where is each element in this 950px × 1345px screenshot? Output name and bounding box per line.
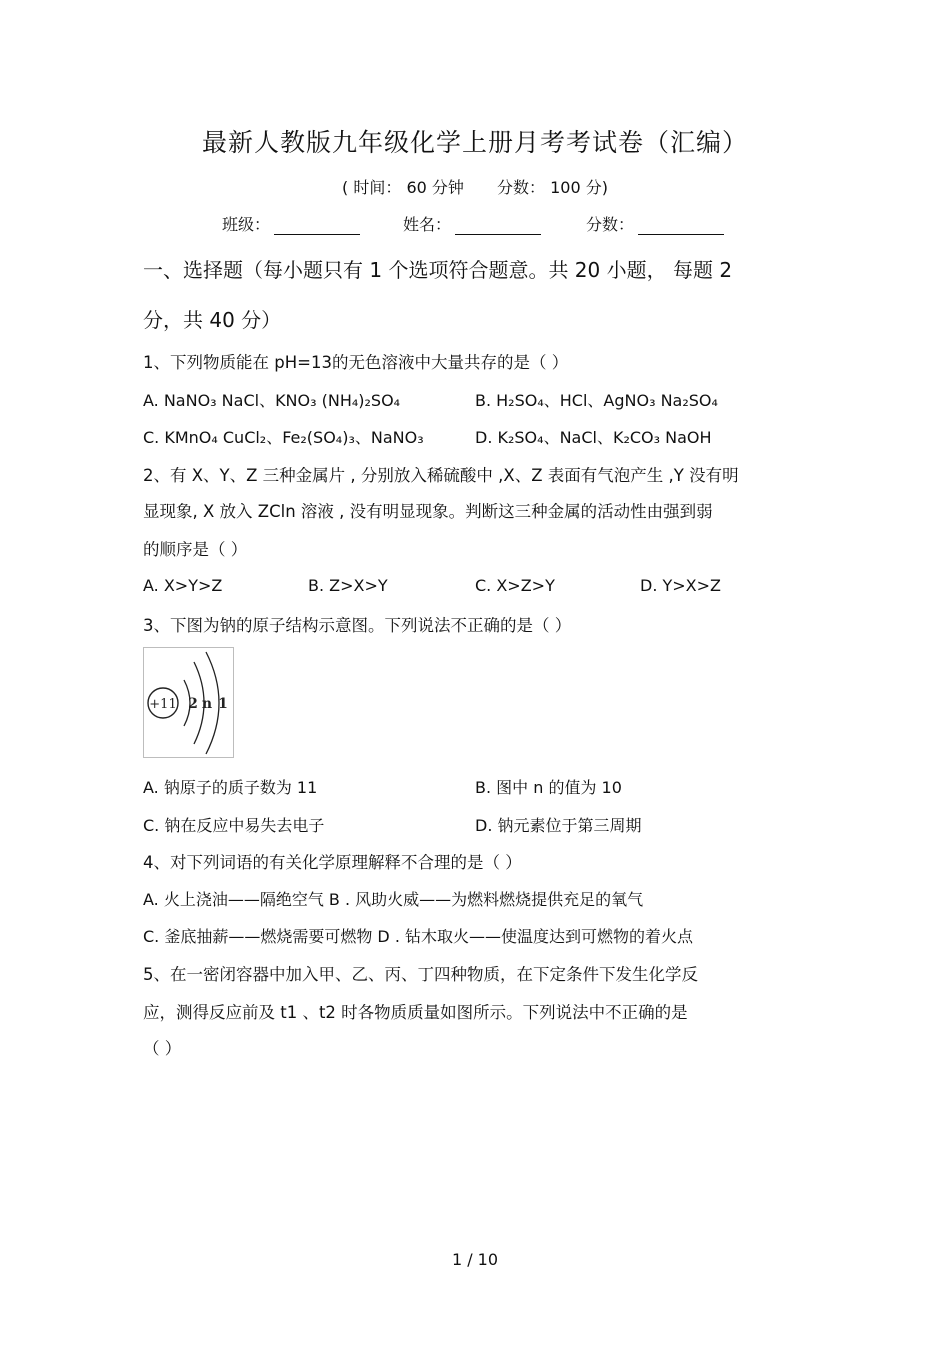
- exam-info: [0, 175, 950, 198]
- page-title: 最新人教版九年级化学上册月考考试卷（汇编）: [201, 128, 748, 157]
- score-label: 分数：: [586, 215, 635, 234]
- question-1-option-c: C. KMnO₄ CuCl₂、Fe₂(SO₄)₃、NaNO₃: [143, 428, 424, 447]
- question-2-option-b: B. Z>X>Y: [308, 576, 388, 595]
- question-3-option-b: B. 图中 n 的值为 10: [475, 778, 622, 797]
- shell-2-electrons: n: [201, 696, 213, 712]
- question-5-line1: 5、在一密闭容器中加入甲、乙、丙、丁四种物质，在下定条件下发生化学反: [143, 965, 698, 984]
- name-blank: [455, 218, 541, 235]
- question-1-option-d: D. K₂SO₄、NaCl、K₂CO₃ NaOH: [475, 428, 712, 447]
- name-label: 姓名：: [403, 215, 452, 234]
- shell-3-electrons: 1: [218, 696, 228, 712]
- question-4-options-ab: A. 火上浇油——隔绝空气 B . 风助火威——为燃料燃烧提供充足的氧气: [143, 890, 644, 909]
- sodium-atom-diagram: [143, 647, 234, 758]
- question-2-line1: 2、有 X、Y、Z 三种金属片 , 分别放入稀硫酸中 ,X、Z 表面有气泡产生 ,Y 没有明: [143, 466, 739, 485]
- class-field: [222, 212, 360, 235]
- question-2-line2: 显现象, X 放入 ZCln 溶液 , 没有明显现象。判断这三种金属的活动性由强到弱: [143, 502, 713, 521]
- name-field: [403, 212, 541, 235]
- shell-1-electrons: 2: [188, 696, 198, 712]
- question-2-option-c: C. X>Z>Y: [475, 576, 555, 595]
- question-3-option-c: C. 钠在反应中易失去电子: [143, 816, 325, 835]
- question-2-line3: 的顺序是（ ）: [143, 540, 248, 559]
- class-label: 班级：: [222, 215, 271, 234]
- exam-time: ( 时间： 60 分钟: [342, 178, 464, 197]
- section-heading-line2: 分，共 40 分）: [143, 308, 282, 332]
- question-2-option-a: A. X>Y>Z: [143, 576, 223, 595]
- page-number: 1 / 10: [451, 1250, 499, 1269]
- nucleus-charge: +11: [149, 697, 177, 712]
- question-1-option-b: B. H₂SO₄、HCl、AgNO₃ Na₂SO₄: [475, 391, 718, 410]
- question-2-option-d: D. Y>X>Z: [640, 576, 721, 595]
- score-blank: [638, 218, 724, 235]
- question-1-stem: 1、下列物质能在 pH=13的无色溶液中大量共存的是（ ）: [143, 353, 569, 372]
- question-5-line2: 应，测得反应前及 t1 、t2 时各物质质量如图所示。下列说法中不正确的是: [143, 1003, 688, 1022]
- question-3-option-d: D. 钠元素位于第三周期: [475, 816, 642, 835]
- question-3-stem: 3、下图为钠的原子结构示意图。下列说法不正确的是（ ）: [143, 616, 572, 635]
- class-blank: [274, 218, 360, 235]
- score-field: [586, 212, 724, 235]
- exam-total-score: 分数： 100 分): [497, 178, 608, 197]
- question-5-line3: （ ）: [143, 1039, 182, 1058]
- question-4-stem: 4、对下列词语的有关化学原理解释不合理的是（ ）: [143, 853, 522, 872]
- question-3-option-a: A. 钠原子的质子数为 11: [143, 778, 318, 797]
- section-heading-line1: 一、选择题（每小题只有 1 个选项符合题意。共 20 小题， 每题 2: [143, 258, 733, 282]
- question-4-options-cd: C. 釜底抽薪——燃烧需要可燃物 D . 钻木取火——使温度达到可燃物的着火点: [143, 927, 694, 946]
- question-1-option-a: A. NaNO₃ NaCl、KNO₃ (NH₄)₂SO₄: [143, 391, 401, 410]
